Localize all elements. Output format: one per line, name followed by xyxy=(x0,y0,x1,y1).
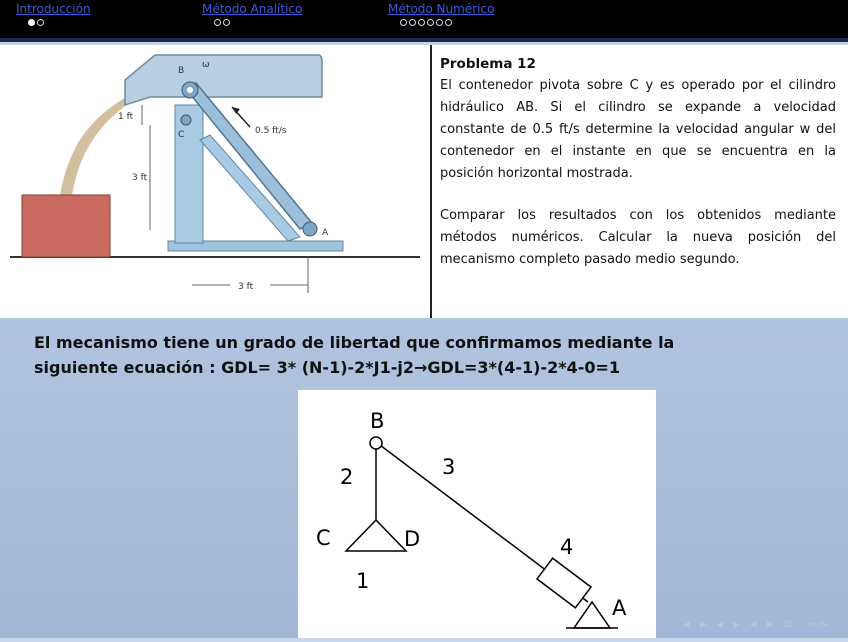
nav-dot[interactable] xyxy=(409,19,416,26)
problem-paragraph-2: Comparar los resultados con los obtenidos mediante métodos numéricos. Calcular la nueva posición del mecanismo completo pasado medio segundo. xyxy=(440,208,836,267)
velocity-arrowhead xyxy=(232,107,240,114)
dimension-3ft-horizontal: 3 ft xyxy=(238,282,254,292)
diagram-label-3: 3 xyxy=(442,455,456,479)
nav-dot[interactable] xyxy=(427,19,434,26)
figure-label-A: A xyxy=(322,228,329,238)
kinematic-diagram xyxy=(298,390,656,638)
dimension-3ft-vertical: 3 ft xyxy=(132,173,148,183)
nav-dot[interactable] xyxy=(214,19,221,26)
nav-dot[interactable] xyxy=(436,19,443,26)
figure-speed-label: 0.5 ft/s xyxy=(255,126,287,136)
problem-panel xyxy=(0,45,848,318)
pin-C xyxy=(181,115,191,125)
nav-dot[interactable] xyxy=(223,19,230,26)
nav-dot[interactable] xyxy=(418,19,425,26)
joint-B xyxy=(370,437,382,449)
pin-B-center xyxy=(187,87,193,93)
slider-4 xyxy=(537,558,591,608)
diagram-label-A: A xyxy=(612,596,627,620)
mechanism-illustration xyxy=(0,45,430,318)
nav-dot[interactable] xyxy=(445,19,452,26)
navigation-bar xyxy=(0,0,848,42)
nav-link-metodo-analitico[interactable]: Método Analítico xyxy=(202,2,303,16)
hydraulic-cylinder xyxy=(186,83,312,229)
nav-section-metodo-analitico xyxy=(202,2,302,26)
support-post xyxy=(175,105,203,243)
nav-section-metodo-numerico xyxy=(388,2,494,26)
problem-statement xyxy=(440,53,836,271)
nav-section-introduccion xyxy=(16,2,91,26)
nav-dots-metodo-numerico xyxy=(388,19,494,26)
nav-dots-introduccion xyxy=(16,19,91,26)
nav-dot[interactable] xyxy=(37,19,44,26)
diagram-label-C: C xyxy=(316,526,331,550)
diagram-label-D: D xyxy=(404,527,421,551)
nav-dot[interactable] xyxy=(400,19,407,26)
pin-A xyxy=(303,222,317,236)
figure-label-B: B xyxy=(178,66,185,76)
nav-dot[interactable] xyxy=(28,19,35,26)
dimension-1ft: 1 ft xyxy=(118,112,134,122)
container xyxy=(125,55,322,105)
dof-statement-line-1: El mecanismo tiene un grado de libertad que confirmamos mediante la xyxy=(34,333,675,352)
problem-paragraph-1: El contenedor pivota sobre C y es operado por el cilindro hidráulico AB. Si el cilindro se expande a velocidad constante de 0.5 ft/s determine la velocidad angular w del contenedor en el instante en que se encuentra en la posición horizontal mostrada. xyxy=(440,78,836,181)
sand-stream xyxy=(60,95,132,195)
red-box xyxy=(22,195,110,257)
figure-label-omega: ω xyxy=(202,60,210,70)
dof-statement xyxy=(34,330,814,380)
ground-support-CD xyxy=(346,520,406,551)
figure-label-C: C xyxy=(178,130,185,140)
kinematic-diagram-svg xyxy=(298,390,656,638)
column-divider xyxy=(430,45,432,318)
diagram-label-2: 2 xyxy=(340,465,354,489)
diagram-label-B: B xyxy=(370,409,385,433)
slide-navigation-controls[interactable]: ◂ ▸ ◂ ▸ ◂ ▸ ≡ ∽∾ xyxy=(683,617,832,632)
diagram-label-1: 1 xyxy=(356,569,370,593)
problem-title: Problema 12 xyxy=(440,56,536,72)
nav-dots-metodo-analitico xyxy=(202,19,302,26)
nav-link-introduccion[interactable]: Introducción xyxy=(16,2,91,16)
ground-support-A xyxy=(574,602,610,628)
nav-link-metodo-numerico[interactable]: Método Numérico xyxy=(388,2,495,16)
diagram-label-4: 4 xyxy=(560,535,574,559)
dof-statement-line-2: siguiente ecuación : GDL= 3* (N-1)-2*J1-j2→GDL=3*(4-1)-2*4-0=1 xyxy=(34,358,621,377)
